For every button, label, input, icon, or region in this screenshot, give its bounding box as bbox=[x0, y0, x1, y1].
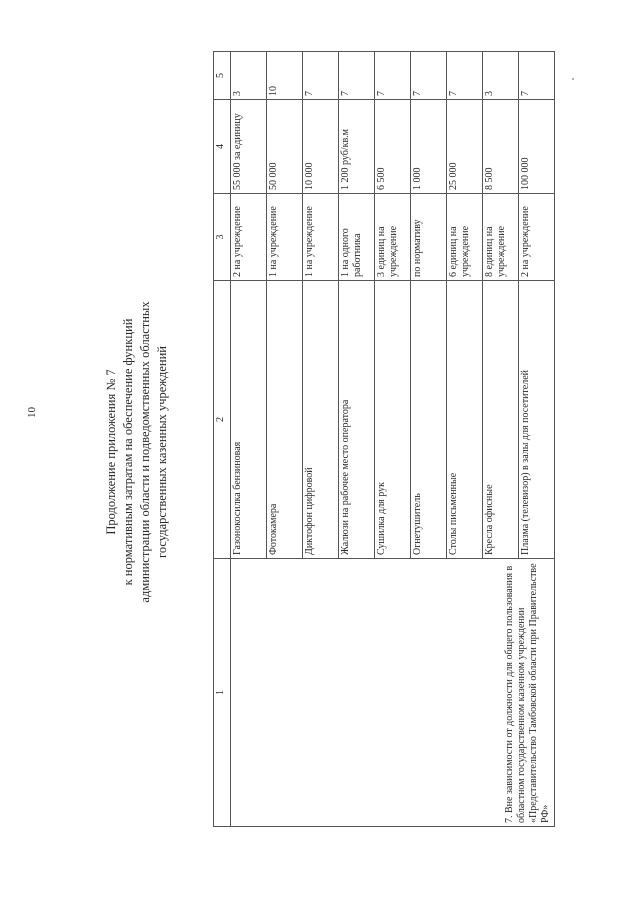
header-col-3: 3 bbox=[214, 194, 231, 281]
item-term: 7 bbox=[411, 52, 447, 100]
item-price: 1 200 руб/кв.м bbox=[339, 100, 375, 194]
heading-line-2: к нормативным затратам на обеспечение функций bbox=[121, 318, 135, 586]
header-col-4: 4 bbox=[214, 100, 231, 194]
item-term: 7 bbox=[375, 52, 411, 100]
item-name: Плазма (телевизор) в залы для посетителей bbox=[519, 281, 555, 559]
header-col-5: 5 bbox=[214, 52, 231, 100]
item-name: Кресла офисные bbox=[483, 281, 519, 559]
table-header-row bbox=[214, 52, 231, 827]
item-term: 7 bbox=[339, 52, 375, 100]
heading-line-3: администрации области и подведомственных областных bbox=[138, 301, 152, 603]
item-norm: 3 единиц на учреждение bbox=[375, 194, 411, 281]
item-norm: 2 на учреждение bbox=[519, 194, 555, 281]
item-name: Газонокосилка бензиновая bbox=[231, 281, 267, 559]
item-name: Сушилка для рук bbox=[375, 281, 411, 559]
item-term: 7 bbox=[303, 52, 339, 100]
appendix-heading bbox=[103, 42, 171, 862]
table-row bbox=[231, 52, 267, 827]
item-price: 25 000 bbox=[447, 100, 483, 194]
item-price: 55 000 за единицу bbox=[231, 100, 267, 194]
item-name: Жалюзи на рабочее место оператора bbox=[339, 281, 375, 559]
item-term: 3 bbox=[231, 52, 267, 100]
item-term: 7 bbox=[519, 52, 555, 100]
item-term: 7 bbox=[447, 52, 483, 100]
item-norm: 2 на учреждение bbox=[231, 194, 267, 281]
item-term: 3 bbox=[483, 52, 519, 100]
item-norm: 1 на учреждение bbox=[267, 194, 303, 281]
item-term: 10 bbox=[267, 52, 303, 100]
norms-table bbox=[213, 51, 555, 827]
item-norm: 1 на одного работника bbox=[339, 194, 375, 281]
item-norm: 6 единиц на учреждение bbox=[447, 194, 483, 281]
item-name: Столы письменные bbox=[447, 281, 483, 559]
page-number: 10 bbox=[26, 407, 38, 418]
section-label: 7. Вне зависимости от должности для общего пользования в областном государственном казенном учреждении «Представительство Тамбовской области при Правительстве РФ» bbox=[504, 563, 551, 823]
item-name: Огнетушитель bbox=[411, 281, 447, 559]
item-name: Диктофон цифровой bbox=[303, 281, 339, 559]
scan-speck bbox=[572, 78, 574, 80]
header-col-1: 1 bbox=[214, 559, 231, 827]
item-name: Фотокамера bbox=[267, 281, 303, 559]
rotated-page-content bbox=[85, 42, 555, 862]
section-label-cell bbox=[231, 559, 555, 827]
heading-line-4: государственных казенных учреждений bbox=[155, 346, 169, 558]
item-price: 8 500 bbox=[483, 100, 519, 194]
heading-line-1: Продолжение приложения № 7 bbox=[104, 369, 118, 535]
item-price: 10 000 bbox=[303, 100, 339, 194]
item-price: 1 000 bbox=[411, 100, 447, 194]
item-norm: 1 на учреждение bbox=[303, 194, 339, 281]
item-norm: 8 единиц на учреждение bbox=[483, 194, 519, 281]
header-col-2: 2 bbox=[214, 281, 231, 559]
item-norm: по нормативу bbox=[411, 194, 447, 281]
item-price: 100 000 bbox=[519, 100, 555, 194]
item-price: 50 000 bbox=[267, 100, 303, 194]
item-price: 6 500 bbox=[375, 100, 411, 194]
